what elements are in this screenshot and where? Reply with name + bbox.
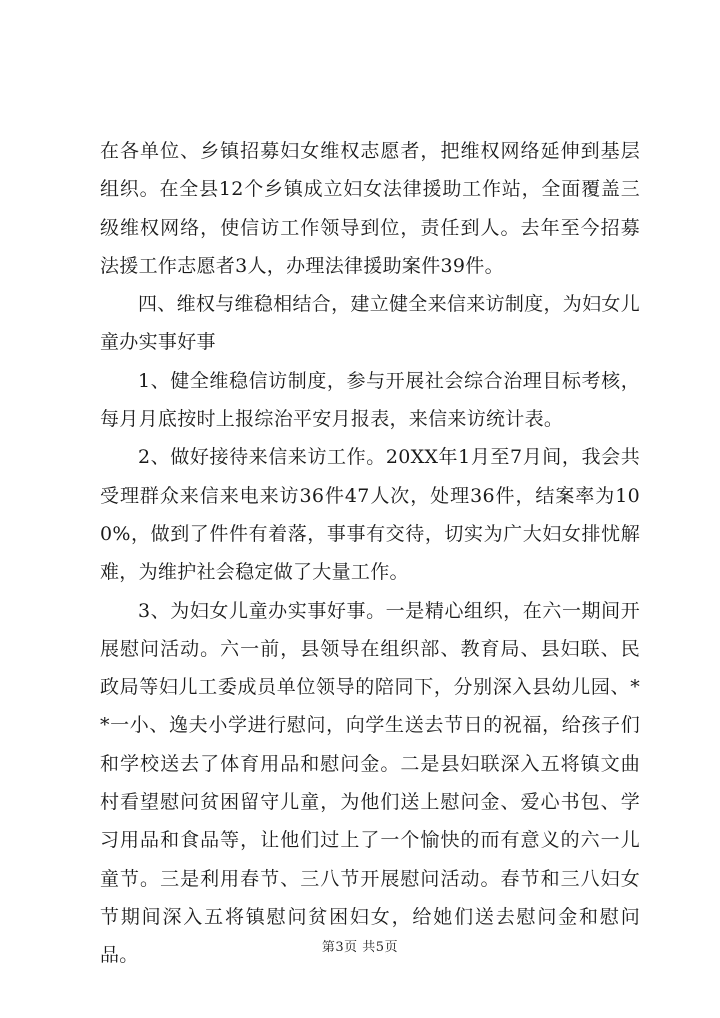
paragraph-item-2: 2、做好接待来信来访工作。20XX年1月至7月间，我会共受理群众来信来电来访36件47人次，处理36件，结案率为100%，做到了件件有着落，事事有交待，切实为广大妇女排忧解难，为维护社会稳定做了大量工作。 (100, 446, 640, 584)
page-footer: 第3页 共5页 (321, 940, 399, 955)
paragraph-item-3: 3、为妇女儿童办实事好事。一是精心组织，在六一期间开展慰问活动。六一前，县领导在组织部、教育局、县妇联、民政局等妇儿工委成员单位领导的陪同下，分别深入县幼儿园、**一小、逸夫小学进行慰问，向学生送去节日的祝福，给孩子们和学校送去了体育用品和慰问金。二是县妇联深入五将镇文曲村看望慰问贫困留守儿童，为他们送上慰问金、爱心书包、学习用品和食品等，让他们过上了一个愉快的而有意义的六一儿童节。三是利用春节、三八节开展慰问活动。春节和三八妇女节期间深入五将镇慰问贫困妇女，给她们送去慰问金和慰问品。 (100, 599, 640, 967)
paragraph-item-1: 1、健全维稳信访制度，参与开展社会综合治理目标考核，每月月底按时上报综治平安月报表，来信来访统计表。 (100, 369, 640, 431)
document-body (100, 132, 640, 975)
paragraph-1: 在各单位、乡镇招募妇女维权志愿者，把维权网络延伸到基层组织。在全县12个乡镇成立妇女法律援助工作站，全面覆盖三级维权网络，使信访工作领导到位，责任到人。去年至今招募法援工作志愿者3人，办理法律援助案件39件。 (100, 140, 640, 277)
section-heading-4: 四、维权与维稳相结合，建立健全来信来访制度，为妇女儿童办实事好事 (100, 293, 640, 354)
